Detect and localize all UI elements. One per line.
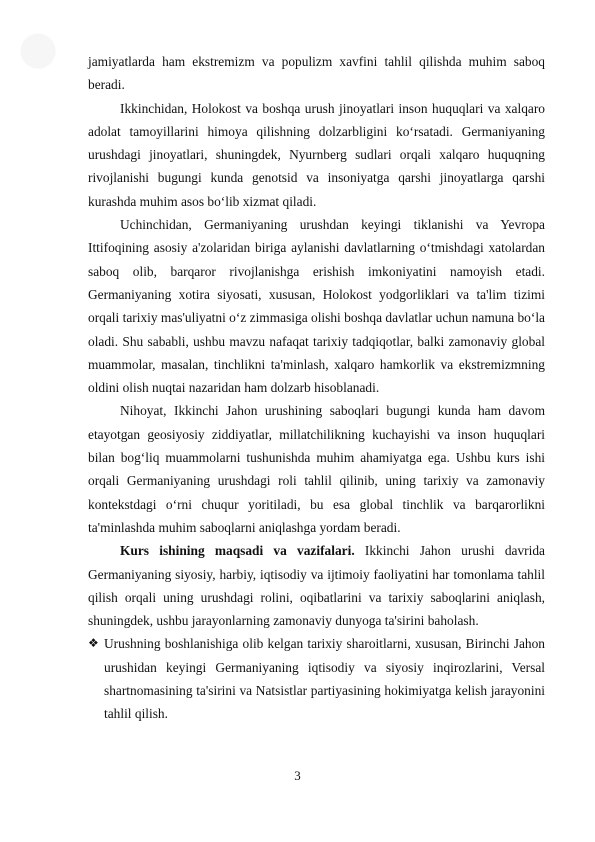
paragraph — [88, 539, 545, 632]
paragraph: Ikkinchidan, Holokost va boshqa urush jinoyatlari inson huquqlari va xalqaro adolat tamoyillarini himoya qilishning dolzarbligini ko‘rsatadi. Germaniyaning urushdagi jinoyatlari, shuningdek, Nyurnberg sudlari orqali xalqaro huquqning rivojlanishi bugungi kunda genotsid va insoniyatga qarshi jinoyatlarga qarshi kurashda muhim asos bo‘lib xizmat qiladi. — [88, 100, 545, 209]
paragraph: Nihoyat, Ikkinchi Jahon urushining saboqlari bugungi kunda ham davom etayotgan geosiyosiy ziddiyatlar, millatchilikning kuchayishi va inson huquqlari bilan bog‘liq muammolarni tushunishda muhim ahamiyatga ega. Ushbu kurs ishi orqali Germaniyaning urushdagi roli tahlil qilinib, uning tarixiy va zamonaviy kontekstdagi o‘rni chuqur yoritiladi, bu esa global tinchlik va barqarorlikni ta'minlashda muhim saboqlarni aniqlashga yordam beradi. — [88, 403, 545, 535]
list-item — [88, 632, 545, 725]
watermark — [18, 20, 58, 74]
list-item-text: Urushning boshlanishiga olib kelgan tarixiy sharoitlarni, xususan, Birinchi Jahon urushidan keyingi Germaniyaning iqtisodiy va siyosiy inqirozlarini, Versal shartnomasining ta'sirini va Natsistlar partiyasining hokimiyatga kelish jarayonini tahlil qilish. — [104, 636, 545, 722]
page-number: 3 — [294, 768, 301, 783]
paragraph: jamiyatlarda ham ekstremizm va populizm xavfini tahlil qilishda muhim saboq beradi. — [88, 54, 545, 93]
diamond-bullet-icon: ❖ — [88, 636, 99, 651]
section-heading: Kurs ishining maqsadi va vazifalari. — [120, 543, 355, 559]
paragraph: Uchinchidan, Germaniyaning urushdan keyingi tiklanishi va Yevropa Ittifoqining asosiy a'zolaridan biriga aylanishi davlatlarning o‘tmishdagi xatolardan saboq olib, barqaror rivojlanishga erishish imkoniyatini namoyish etadi. Germaniyaning xotira siyosati, xususan, Holokost yodgorliklari va ta'lim tizimi orqali tarixiy mas'uliyatni o‘z zimmasiga olishi boshqa davlatlar uchun namuna bo‘la oladi. Shu sababli, ushbu mavzu nafaqat tarixiy tadqiqotlar, balki zamonaviy global muammolar, masalan, tinchlikni ta'minlash, xalqaro hamkorlik va ekstremizmning oldini olish nuqtai nazaridan ham dolzarb hisoblanadi. — [88, 217, 545, 396]
body-text — [88, 50, 545, 726]
paragraph-text: Ikkinchi Jahon urushi davrida Germaniyaning siyosiy, harbiy, iqtisodiy va ijtimoiy faoliyatini har tomonlama tahlil qilish orqali uning urushdagi rolini, oqibatlarini va tarixiy saboqlarini aniqlash, shuningdek, ushbu jarayonlarning zamonaviy dunyoga ta'sirini baholash. — [88, 543, 546, 629]
